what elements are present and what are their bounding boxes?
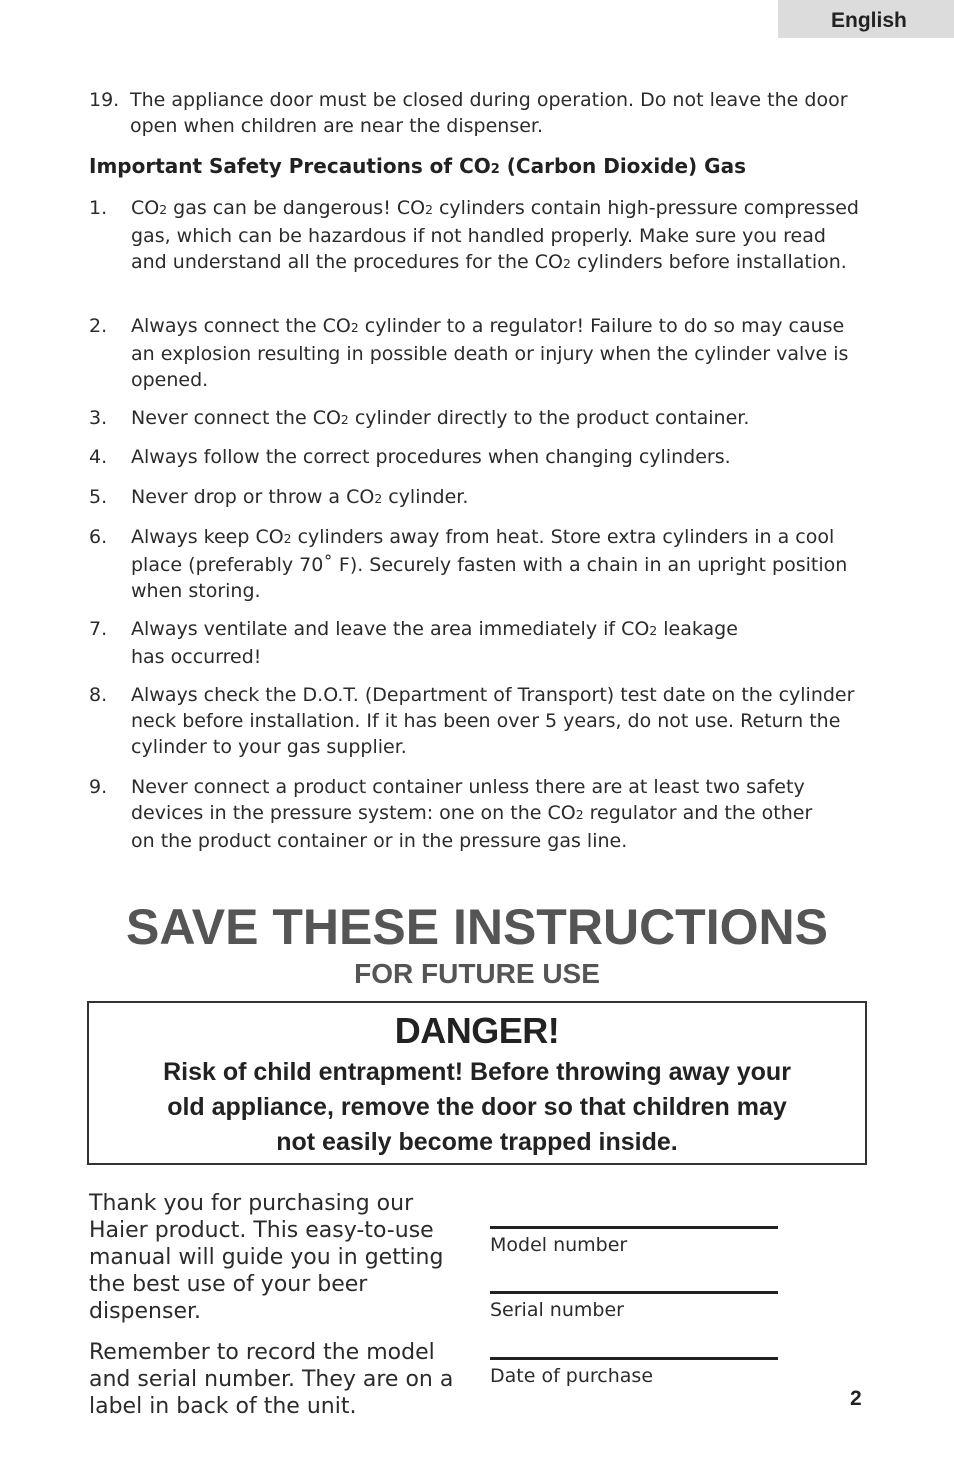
- item-number: 19.: [89, 89, 120, 111]
- date-of-purchase-label: Date of purchase: [490, 1365, 654, 1387]
- danger-warning-box: [87, 1001, 867, 1165]
- item-number: 9.: [89, 776, 108, 798]
- model-number-field[interactable]: [490, 1226, 778, 1257]
- item-text: Always follow the correct procedures when changing cylinders.: [131, 446, 731, 468]
- record-paragraph: Remember to record the model and serial number. They are on a label in back of the unit.: [89, 1340, 454, 1419]
- item-number: 5.: [89, 486, 108, 508]
- item-text: CO2 gas can be dangerous! CO2 cylinders contain high-pressure compressed gas, which can be hazardous if not handled properly. Make sure you read and understand all the procedures for the CO2 cylinders before installation.: [131, 197, 859, 273]
- item-text: Always connect the CO2 cylinder to a regulator! Failure to do so may cause an explosion resulting in possible death or injury when the cylinder valve is opened.: [131, 315, 849, 391]
- save-instructions-title: SAVE THESE INSTRUCTIONS: [126, 899, 828, 955]
- item-number: 2.: [89, 315, 108, 337]
- page-number: 2: [850, 1387, 862, 1410]
- thank-you-paragraph: Thank you for purchasing our Haier product. This easy-to-use manual will guide you in getting the best use of your beer dispenser.: [89, 1191, 444, 1324]
- serial-number-field[interactable]: [490, 1291, 778, 1322]
- danger-title: DANGER!: [394, 1010, 560, 1051]
- model-number-label: Model number: [490, 1234, 628, 1256]
- language-tab: English: [778, 0, 954, 38]
- item-number: 6.: [89, 526, 108, 548]
- item-text: Never drop or throw a CO2 cylinder.: [131, 486, 469, 508]
- item-number: 1.: [89, 197, 108, 219]
- thank-you-text: [89, 1190, 469, 1434]
- section-heading: [89, 152, 869, 184]
- item-text: Always check the D.O.T. (Department of Transport) test date on the cylinder neck before installation. If it has been over 5 years, do not use. Return the cylinder to your gas supplier.: [131, 684, 855, 758]
- date-of-purchase-field[interactable]: [490, 1357, 778, 1388]
- item-text: Always keep CO2 cylinders away from heat. Store extra cylinders in a cool place (preferably 70˚ F). Securely fasten with a chain in an upright position when storing.: [131, 526, 848, 602]
- item-number: 4.: [89, 446, 108, 468]
- item-text: Never connect the CO2 cylinder directly to the product container.: [131, 407, 750, 429]
- item-text: The appliance door must be closed during operation. Do not leave the door open when children are near the dispenser.: [130, 89, 848, 137]
- save-instructions-subtitle: FOR FUTURE USE: [354, 958, 600, 989]
- item-number: 3.: [89, 407, 108, 429]
- heading-subscript: 2: [490, 162, 500, 177]
- item-number: 7.: [89, 618, 108, 640]
- serial-number-label: Serial number: [490, 1299, 624, 1321]
- heading-text-end: (Carbon Dioxide) Gas: [499, 154, 746, 178]
- danger-text: Risk of child entrapment! Before throwing away your old appliance, remove the door so that children may not easily become trapped inside.: [163, 1058, 791, 1156]
- item-text: Always ventilate and leave the area immediately if CO2 leakage has occurred!: [131, 618, 738, 668]
- item-text: Never connect a product container unless there are at least two safety devices in the pressure system: one on the CO2 regulator and the other on the product container or in the pressure gas line.: [131, 776, 813, 852]
- item-number: 8.: [89, 684, 108, 706]
- heading-text: Important Safety Precautions of CO: [89, 154, 491, 178]
